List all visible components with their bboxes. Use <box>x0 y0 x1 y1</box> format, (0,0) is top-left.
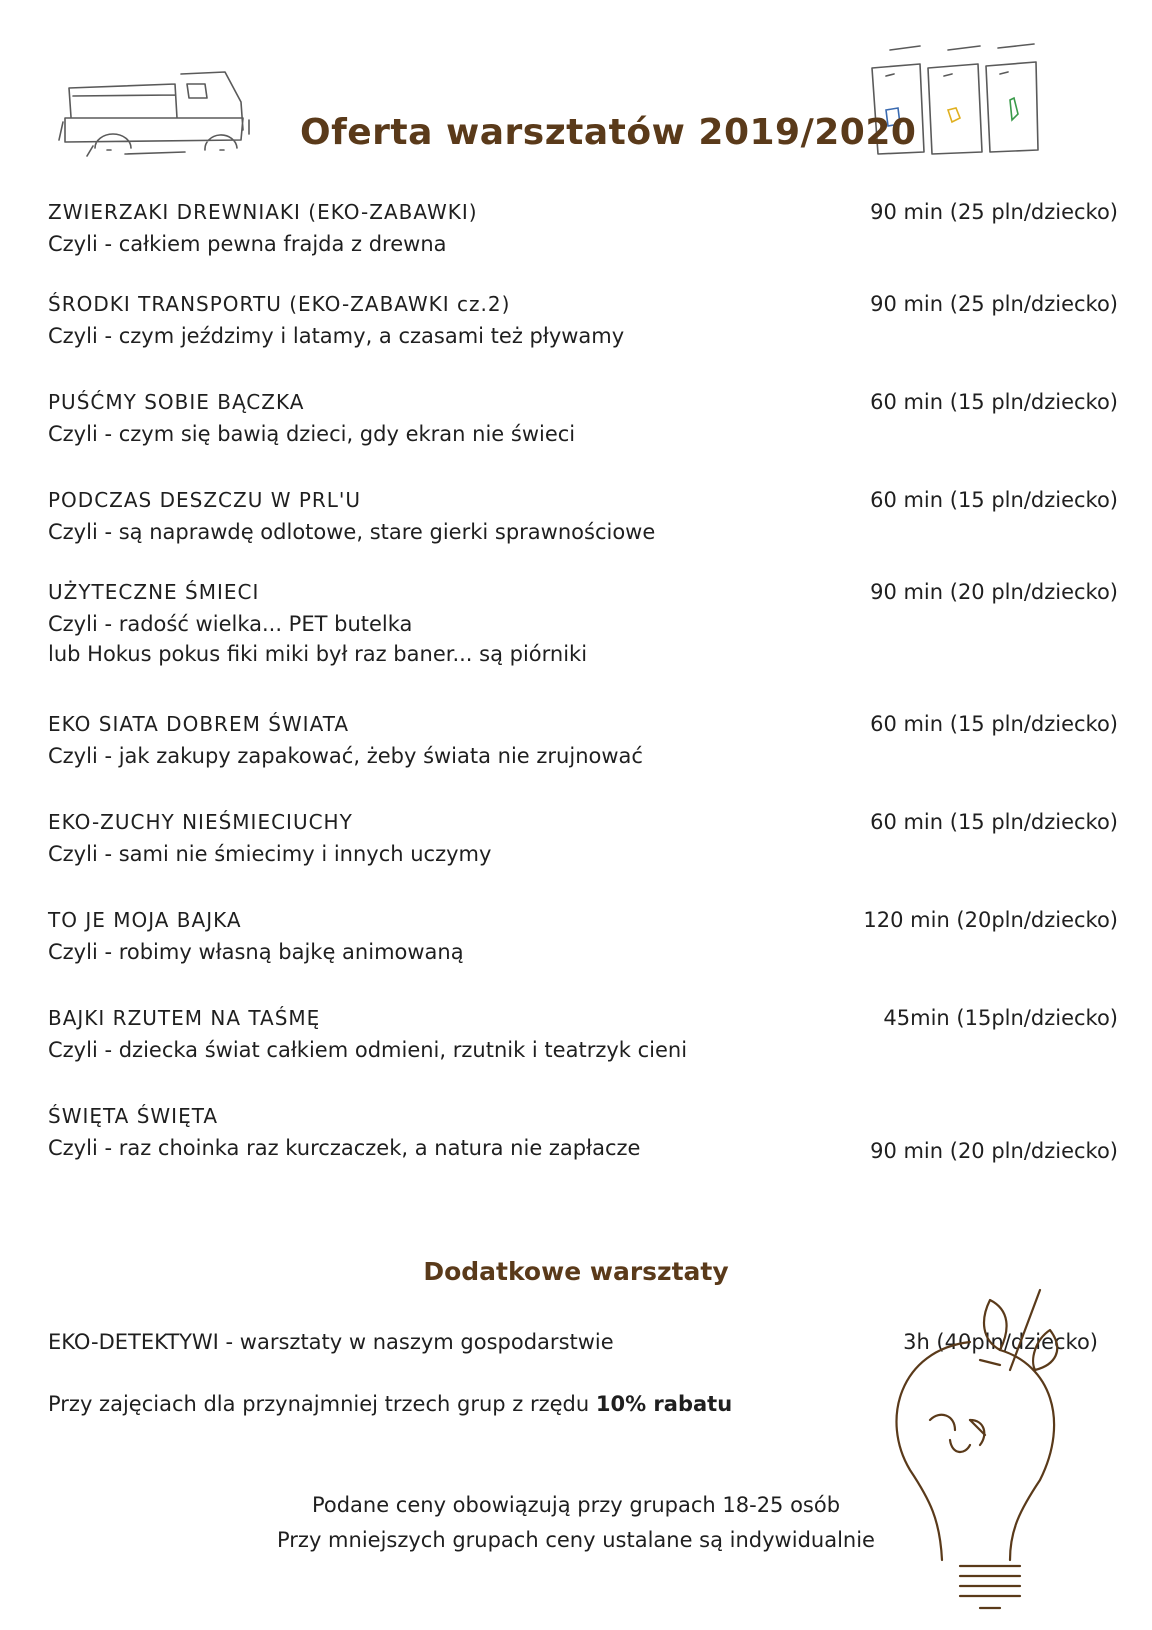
workshop-price: 90 min (20 pln/dziecko) <box>870 1139 1118 1163</box>
workshop-description: Czyli - jak zakupy zapakować, żeby świata nie zrujnować <box>48 744 643 768</box>
workshop-description: Czyli - dziecka świat całkiem odmieni, rzutnik i teatrzyk cieni <box>48 1038 688 1062</box>
workshop-price: 45min (15pln/dziecko) <box>883 1006 1118 1030</box>
extra-workshop-name: EKO-DETEKTYWI - warsztaty w naszym gospodarstwie <box>48 1330 614 1354</box>
workshop-name: TO JE MOJA BAJKA <box>48 908 242 932</box>
workshop-item <box>48 200 1118 256</box>
workshop-description: Czyli - całkiem pewna frajda z drewna <box>48 232 447 256</box>
workshop-item <box>48 580 1118 666</box>
workshop-item <box>48 390 1118 446</box>
lightbulb-illustration <box>860 1270 1120 1620</box>
truck-illustration <box>55 62 265 172</box>
workshop-price: 120 min (20pln/dziecko) <box>863 908 1118 932</box>
workshop-name: PODCZAS DESZCZU W PRL'U <box>48 488 362 512</box>
workshop-name: PUŚĆMY SOBIE BĄCZKA <box>48 390 305 414</box>
workshop-price: 90 min (25 pln/dziecko) <box>870 200 1118 224</box>
workshop-item <box>48 908 1118 964</box>
workshop-name: ŚWIĘTA ŚWIĘTA <box>48 1104 219 1128</box>
workshop-item <box>48 810 1118 866</box>
discount-note <box>48 1392 732 1416</box>
workshop-price: 60 min (15 pln/dziecko) <box>870 488 1118 512</box>
workshop-item <box>48 1104 1118 1163</box>
workshop-price: 60 min (15 pln/dziecko) <box>870 712 1118 736</box>
workshop-description: Czyli - radość wielka... PET butelka <box>48 612 413 636</box>
workshop-name: EKO-ZUCHY NIEŚMIECIUCHY <box>48 810 353 834</box>
workshop-price: 60 min (15 pln/dziecko) <box>870 810 1118 834</box>
workshop-name: BAJKI RZUTEM NA TAŚMĘ <box>48 1006 321 1030</box>
discount-text: Przy zajęciach dla przynajmniej trzech grup z rzędu <box>48 1392 596 1416</box>
discount-value: 10% rabatu <box>595 1392 733 1416</box>
workshop-description-extra: lub Hokus pokus fiki miki był raz baner... są piórniki <box>48 642 588 666</box>
workshop-description: Czyli - sami nie śmiecimy i innych uczymy <box>48 842 492 866</box>
workshop-name: EKO SIATA DOBREM ŚWIATA <box>48 712 350 736</box>
workshop-description: Czyli - czym jeździmy i latamy, a czasami też pływamy <box>48 324 625 348</box>
footer-note <box>0 1488 1152 1558</box>
workshop-description: Czyli - czym się bawią dzieci, gdy ekran nie świeci <box>48 422 576 446</box>
extra-workshop-price: 3h (40pln/dziecko) <box>903 1330 1098 1354</box>
extra-section-title: Dodatkowe warsztaty <box>423 1257 729 1286</box>
workshop-name: ŚRODKI TRANSPORTU (EKO-ZABAWKI cz.2) <box>48 292 511 316</box>
workshop-price: 90 min (20 pln/dziecko) <box>870 580 1118 604</box>
workshop-name: UŻYTECZNE ŚMIECI <box>48 580 260 604</box>
workshop-item <box>48 712 1118 768</box>
footer-line-1: Podane ceny obowiązują przy grupach 18-25 osób <box>311 1493 841 1517</box>
workshop-description: Czyli - raz choinka raz kurczaczek, a natura nie zapłacze <box>48 1136 641 1160</box>
workshop-price: 60 min (15 pln/dziecko) <box>870 390 1118 414</box>
footer-line-2: Przy mniejszych grupach ceny ustalane są indywidualnie <box>277 1528 875 1552</box>
workshop-item <box>48 488 1118 544</box>
workshop-item <box>48 292 1118 348</box>
workshop-description: Czyli - robimy własną bajkę animowaną <box>48 940 464 964</box>
workshop-price: 90 min (25 pln/dziecko) <box>870 292 1118 316</box>
page-title: Oferta warsztatów 2019/2020 <box>300 112 917 153</box>
workshop-description: Czyli - są naprawdę odlotowe, stare gierki sprawnościowe <box>48 520 656 544</box>
workshop-item <box>48 1006 1118 1062</box>
workshop-name: ZWIERZAKI DREWNIAKI (EKO-ZABAWKI) <box>48 200 478 224</box>
